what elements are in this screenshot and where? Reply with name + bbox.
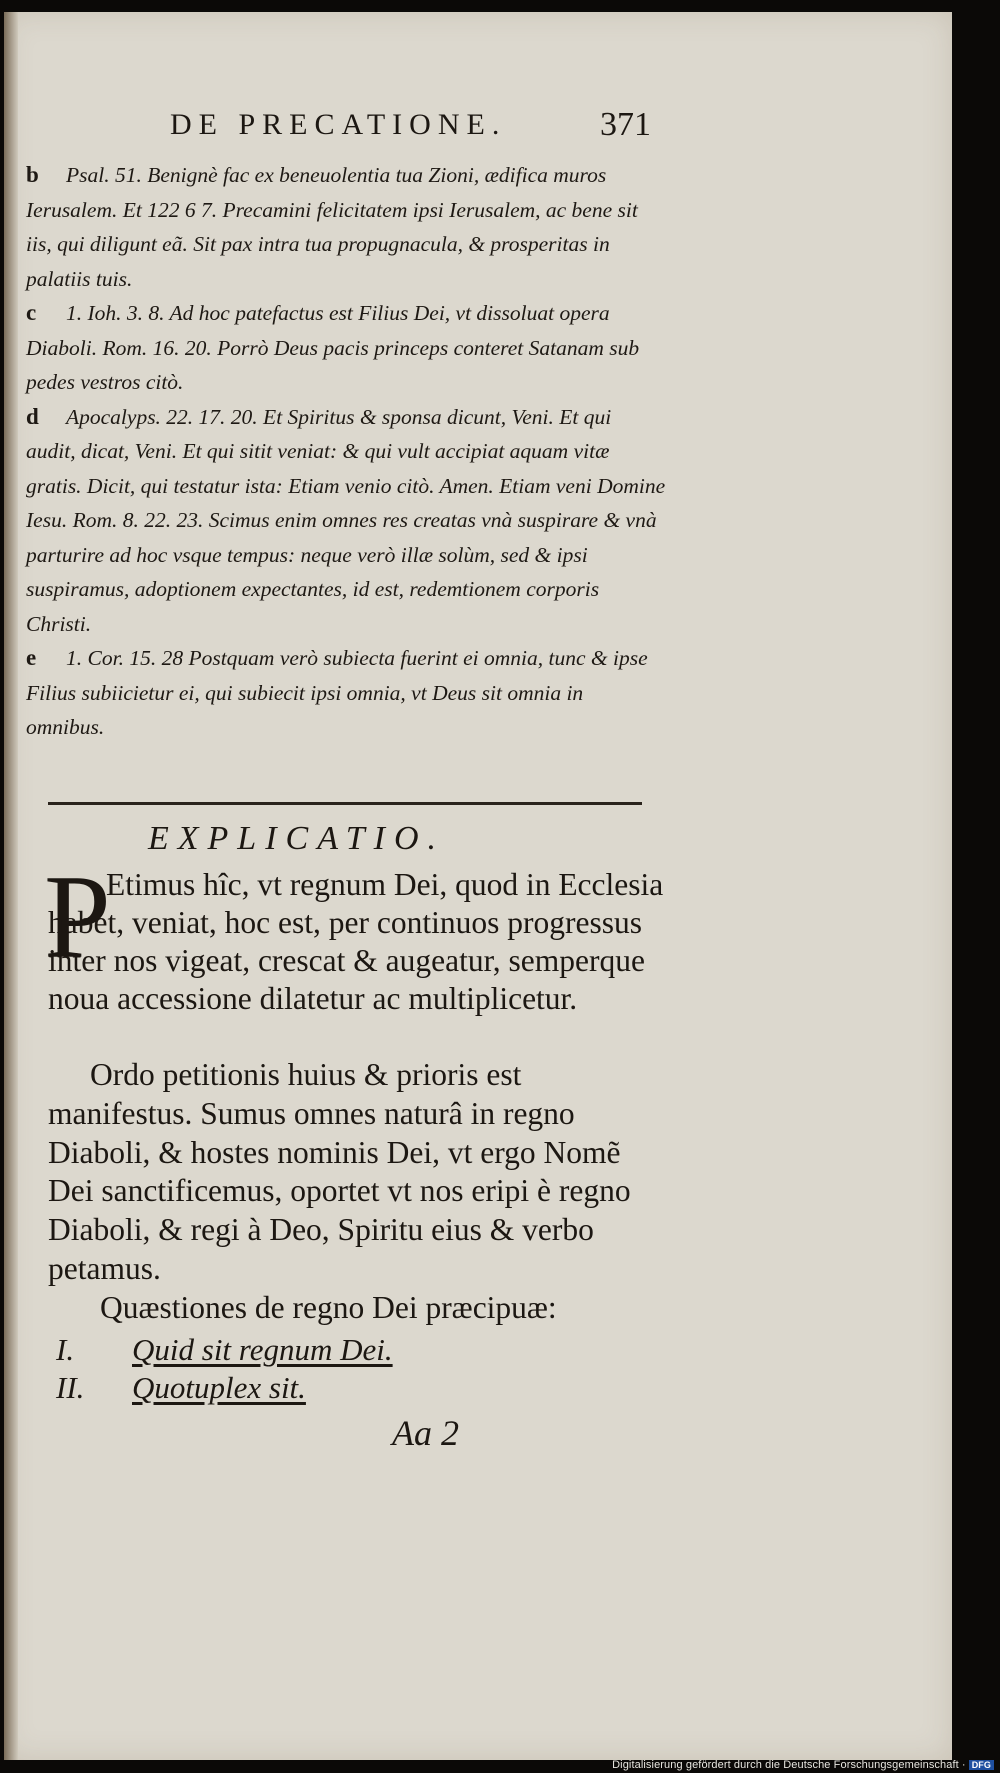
note-letter: b <box>26 162 39 187</box>
note-c <box>26 296 666 400</box>
page-spine-shadow <box>4 12 18 1760</box>
questions-intro: Quæstiones de regno Dei præcipuæ: <box>100 1290 557 1325</box>
question-item <box>56 1332 556 1368</box>
note-letter: e <box>26 645 37 670</box>
signature-mark: Aa 2 <box>392 1413 459 1453</box>
drop-cap: P <box>44 850 111 983</box>
note-letter: c <box>26 300 37 325</box>
footer-text: Digitalisierung gefördert durch die Deutsche Forschungsgemeinschaft · <box>612 1759 966 1771</box>
running-head: DE PRECATIONE. <box>170 108 507 141</box>
dfg-logo-icon: DFG <box>969 1760 994 1770</box>
question-item <box>56 1370 556 1406</box>
book-page <box>4 12 952 1760</box>
question-text: Quotuplex sit. <box>132 1370 306 1405</box>
note-d <box>26 400 666 642</box>
paragraph-1: Etimus hîc, vt regnum Dei, quod in Ecclesia habet, veniat, hoc est, per continuos progressus inter nos vigeat, crescat & augeatur, semperque noua accessione dilatetur ac multiplicetur. <box>48 867 664 1016</box>
page-number: 371 <box>600 106 651 143</box>
note-text: Apocalyps. 22. 17. 20. Et Spiritus & sponsa dicunt, Veni. Et qui audit, dicat, Veni. Et qui sitit veniat: & qui vult accipiat aquam vitæ gratis. Dicit, qui testatur ista: Etiam venio citò. Amen. Etiam veni Domine Iesu. Rom. 8. 22. 23. Scimus enim omnes res creatas vnà suspirare & vnà parturire ad hoc vsque tempus: neque verò illæ solùm, sed & ipsi suspiramus, adoptionem expectantes, id est, redemtionem corporis Christi. <box>26 404 666 636</box>
footer-credit <box>612 1759 994 1771</box>
note-letter: d <box>26 403 39 429</box>
section-heading: EXPLICATIO. <box>148 820 446 857</box>
question-number: I. <box>56 1332 75 1367</box>
section-divider <box>48 802 642 805</box>
note-text: 1. Ioh. 3. 8. Ad hoc patefactus est Filius Dei, vt dissoluat opera Diaboli. Rom. 16. 20. Porrò Deus pacis princeps conteret Satanam sub pedes vestros citò. <box>26 301 640 394</box>
question-number: II. <box>56 1370 85 1405</box>
marginal-notes <box>26 158 666 745</box>
note-text: Psal. 51. Benignè fac ex beneuolentia tua Zioni, ædifica muros Ierusalem. Et 122 6 7. Precamini felicitatem ipsi Ierusalem, ac bene sit iis, qui diligunt eã. Sit pax intra tua propugnacula, & prosperitas in palatiis tuis. <box>26 163 638 291</box>
question-text: Quid sit regnum Dei. <box>132 1332 393 1367</box>
note-text: 1. Cor. 15. 28 Postquam verò subiecta fuerint ei omnia, tunc & ipse Filius subiicietur ei, qui subiecit ipsi omnia, vt Deus sit omnia in omnibus. <box>26 646 648 739</box>
paragraph-2: Ordo petitionis huius & prioris est manifestus. Sumus omnes naturâ in regno Diaboli, & hostes nominis Dei, vt ergo Nomẽ Dei sanctificemus, oportet vt nos eripi è regno Diaboli, & regi à Deo, Spiritu eius & verbo petamus. <box>48 1057 631 1286</box>
note-e <box>26 641 666 745</box>
note-b <box>26 158 666 296</box>
